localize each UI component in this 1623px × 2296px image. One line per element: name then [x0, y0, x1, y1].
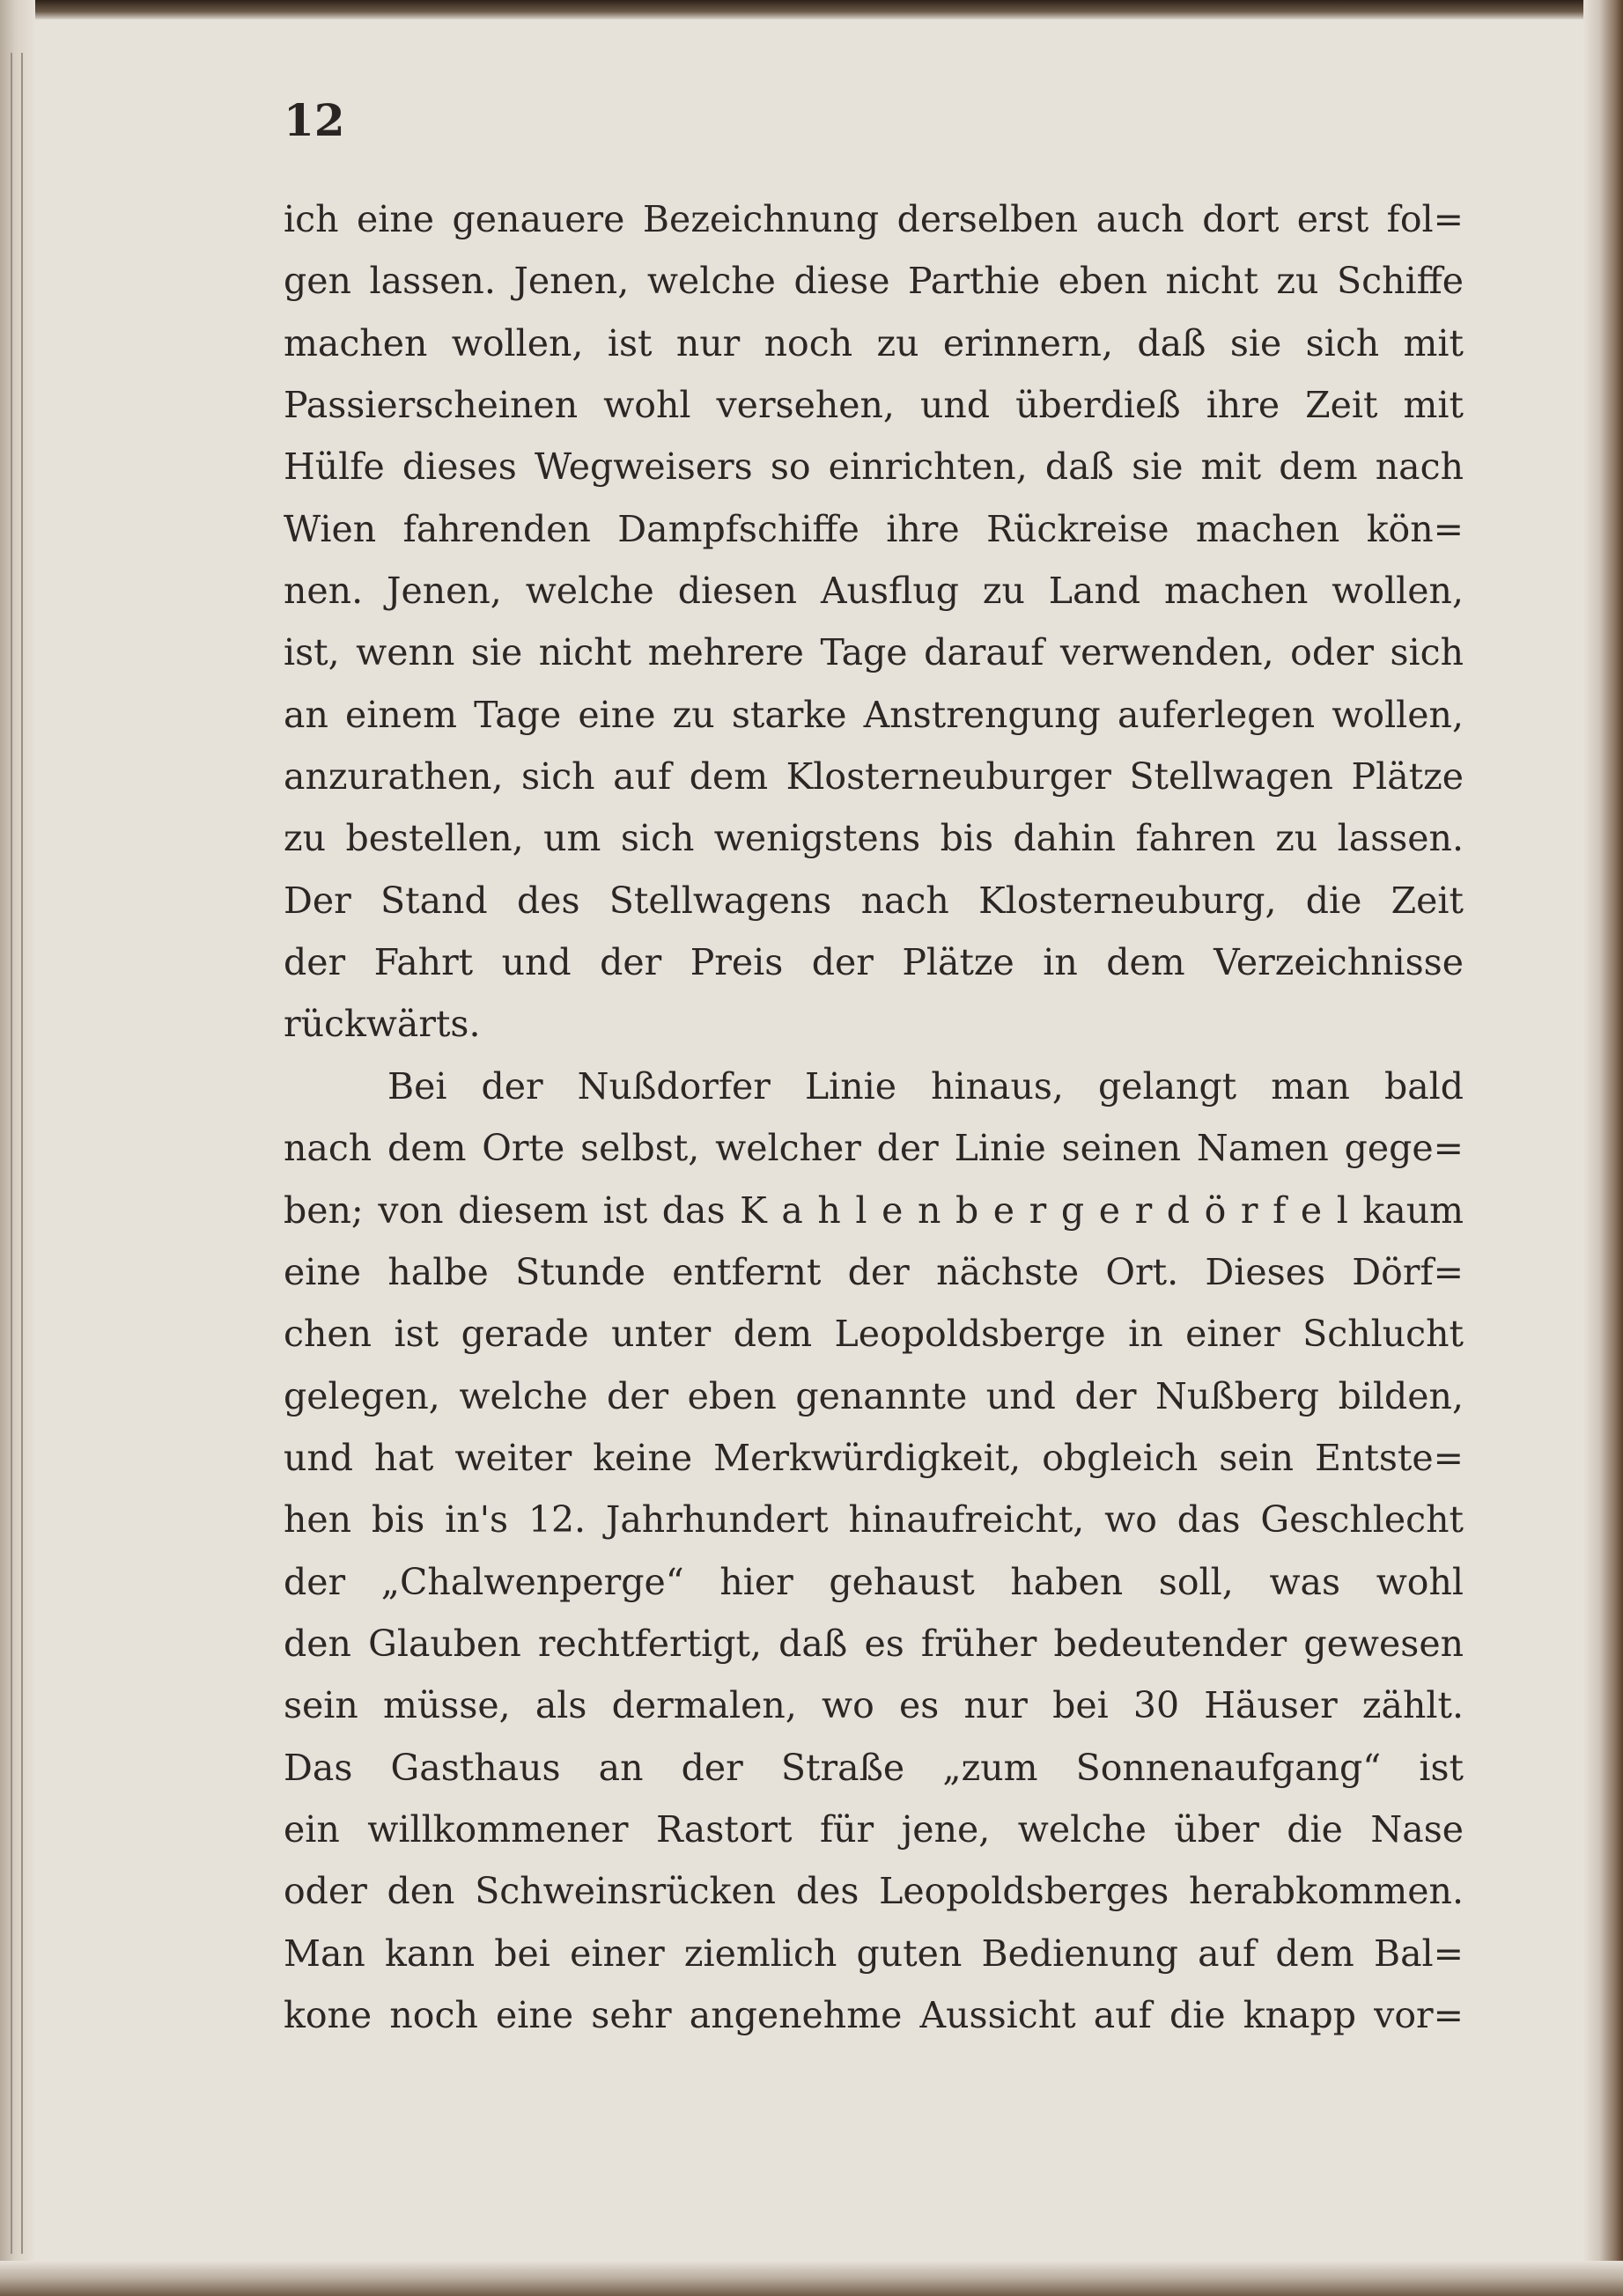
- text-line: hen bis in's 12. Jahrhundert hinaufreicht, wo das Geschlecht: [284, 1498, 1464, 1542]
- page-number: 12: [284, 94, 345, 146]
- text-line: Der Stand des Stellwagens nach Klosterneuburg, die Zeit: [284, 879, 1464, 922]
- text-line: Bei der Nußdorfer Linie hinaus, gelangt man bald: [387, 1064, 1464, 1108]
- text-line: Wien fahrenden Dampfschiffe ihre Rückreise machen kön=: [284, 507, 1464, 550]
- text-line: ich eine genauere Bezeichnung derselben auch dort erst fol=: [284, 198, 1464, 240]
- text-line: eine halbe Stunde entfernt der nächste Ort. Dieses Dörf=: [284, 1250, 1464, 1293]
- text-line: den Glauben rechtfertigt, daß es früher bedeutender gewesen: [284, 1622, 1464, 1665]
- text-line: kone noch eine sehr angenehme Aussicht auf die knapp vor=: [284, 1993, 1464, 2036]
- text-line: ein willkommener Rastort für jene, welche über die Nase: [284, 1807, 1464, 1851]
- text-line: Man kann bei einer ziemlich guten Bedienung auf dem Bal=: [284, 1932, 1464, 1975]
- page-top-edge: [0, 0, 1623, 19]
- page-bottom-edge: [0, 2261, 1623, 2296]
- text-line: und hat weiter keine Merkwürdigkeit, obgleich sein Entste=: [284, 1436, 1464, 1479]
- text-line: zu bestellen, um sich wenigstens bis dahin fahren zu lassen.: [284, 817, 1464, 860]
- text-line: chen ist gerade unter dem Leopoldsberge in einer Schlucht: [284, 1313, 1464, 1356]
- text-line: Das Gasthaus an der Straße „zum Sonnenaufgang“ ist: [284, 1746, 1464, 1789]
- binding-line: [21, 53, 23, 2254]
- text-line: der „Chalwenperge“ hier gehaust haben soll, was wohl: [284, 1560, 1464, 1603]
- text-line: anzurathen, sich auf dem Klosterneuburger Stellwagen Plätze: [284, 755, 1464, 798]
- text-line: nen. Jenen, welche diesen Ausflug zu Land machen wollen,: [284, 570, 1464, 613]
- text-line: rückwärts.: [284, 1003, 481, 1046]
- text-line: oder den Schweinsrücken des Leopoldsberges herabkommen.: [284, 1870, 1464, 1913]
- text-line: gelegen, welche der eben genannte und der Nußberg bilden,: [284, 1374, 1464, 1417]
- binding-line: [11, 53, 12, 2254]
- text-line: nach dem Orte selbst, welcher der Linie seinen Namen gege=: [284, 1127, 1464, 1170]
- text-line: ben; von diesem ist das K a h l e n b e r g e r d ö r f e l kaum: [284, 1188, 1464, 1232]
- text-line: ist, wenn sie nicht mehrere Tage darauf verwenden, oder sich: [284, 631, 1464, 674]
- text-line: der Fahrt und der Preis der Plätze in dem Verzeichnisse: [284, 941, 1464, 984]
- text-line: an einem Tage eine zu starke Anstrengung auferlegen wollen,: [284, 693, 1464, 736]
- page-right-edge: [1583, 0, 1623, 2296]
- body-text: [284, 188, 1464, 2046]
- page-left-edge: [0, 0, 35, 2296]
- text-line: gen lassen. Jenen, welche diese Parthie eben nicht zu Schiffe: [284, 260, 1464, 303]
- text-line: machen wollen, ist nur noch zu erinnern, daß sie sich mit: [284, 321, 1464, 364]
- text-line: sein müsse, als dermalen, wo es nur bei 30 Häuser zählt.: [284, 1684, 1464, 1727]
- text-line: Hülfe dieses Wegweisers so einrichten, daß sie mit dem nach: [284, 445, 1464, 489]
- text-line: Passierscheinen wohl versehen, und überdieß ihre Zeit mit: [284, 384, 1464, 427]
